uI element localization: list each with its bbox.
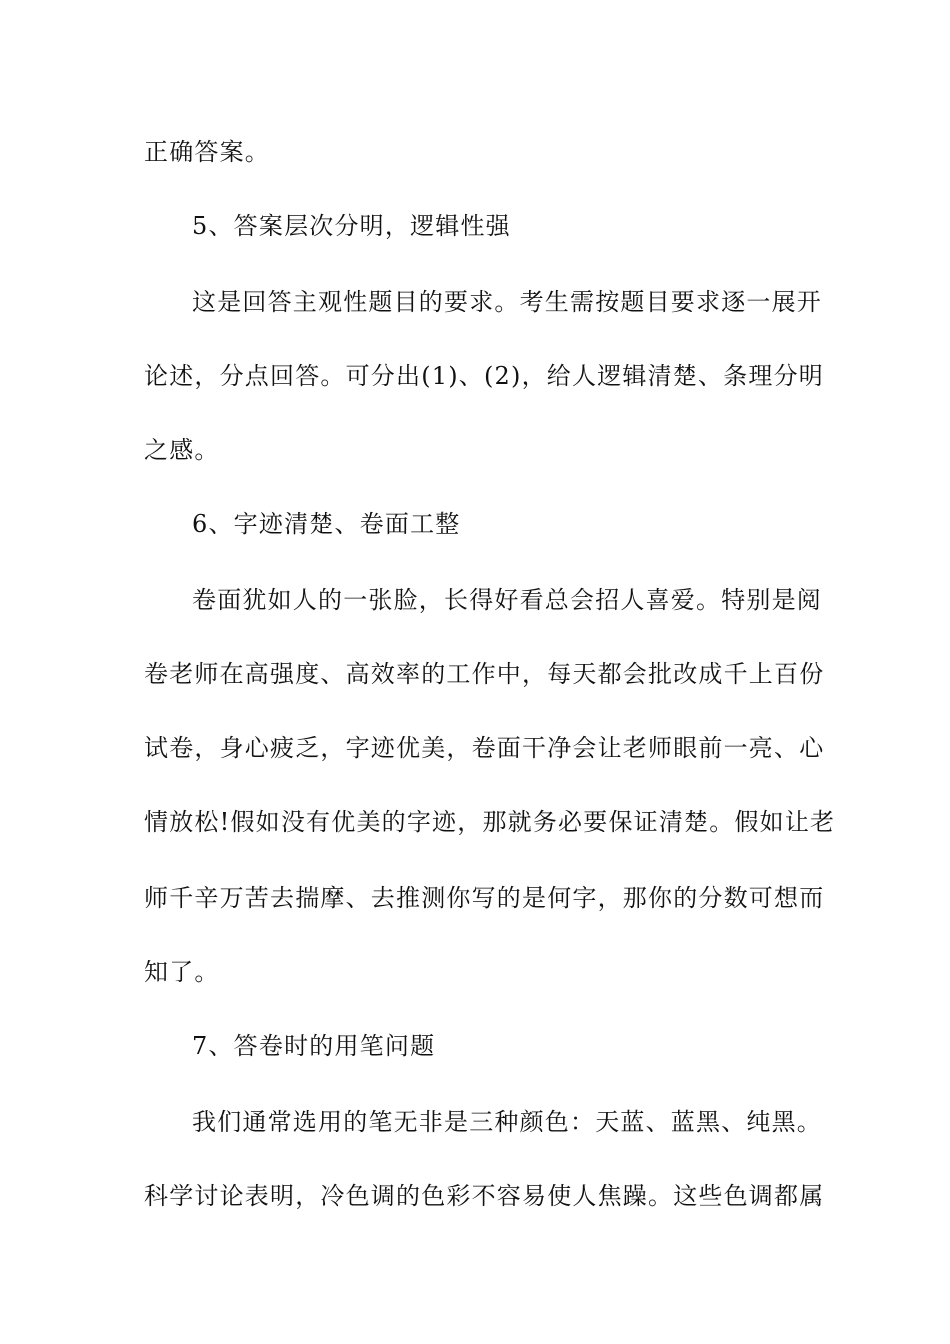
- paragraph-line: 试卷，身心疲乏，字迹优美，卷面干净会让老师眼前一亮、心: [144, 734, 825, 762]
- paragraph-line: 情放松!假如没有优美的字迹，那就务必要保证清楚。假如让老: [144, 808, 836, 836]
- paragraph-line: 卷老师在高强度、高效率的工作中，每天都会批改成千上百份: [144, 660, 825, 688]
- paragraph-line: 科学讨论表明，冷色调的色彩不容易使人焦躁。这些色调都属: [144, 1182, 825, 1210]
- paragraph-line: 我们通常选用的笔无非是三种颜色：天蓝、蓝黑、纯黑。: [192, 1108, 822, 1136]
- paragraph-line: 论述，分点回答。可分出(1)、(2)，给人逻辑清楚、条理分明: [144, 362, 824, 390]
- paragraph-line: 正确答案。: [144, 138, 270, 166]
- section-heading-5: 5、答案层次分明，逻辑性强: [192, 212, 511, 240]
- paragraph-line: 师千辛万苦去揣摩、去推测你写的是何字，那你的分数可想而: [144, 884, 825, 912]
- section-heading-6: 6、字迹清楚、卷面工整: [192, 510, 461, 538]
- paragraph-line: 知了。: [144, 958, 220, 986]
- paragraph-line: 卷面犹如人的一张脸，长得好看总会招人喜爱。特别是阅: [192, 586, 822, 614]
- section-heading-7: 7、答卷时的用笔问题: [192, 1032, 436, 1060]
- paragraph-line: 之感。: [144, 436, 220, 464]
- paragraph-line: 这是回答主观性题目的要求。考生需按题目要求逐一展开: [192, 288, 822, 316]
